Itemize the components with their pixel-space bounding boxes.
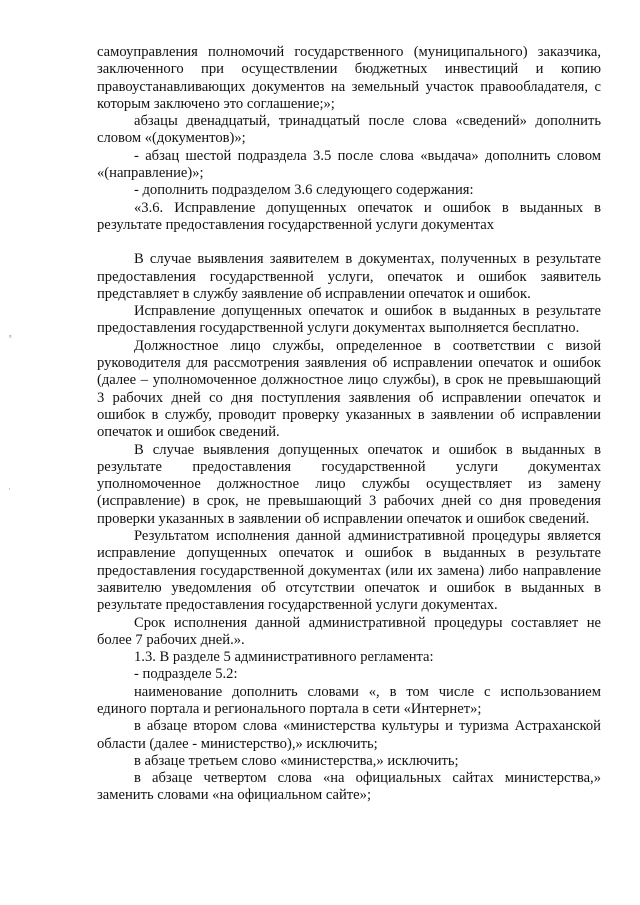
paragraph: Должностное лицо службы, определенное в соответствии с визой руководителя для рассмотрения заявления об исправлении опечаток и ошибок (далее – уполномоченное должностное лицо службы), в срок не превышающий 3 рабочих дней со дня поступления заявления об исправлении опечаток и ошибок в службу, проводит проверку указанных в заявлении об исправлении опечаток и ошибок сведений.: [97, 337, 601, 441]
paragraph: Исправление допущенных опечаток и ошибок в выданных в результате предоставления государственной услуги документах выполняется бесплатно.: [97, 303, 601, 337]
paragraph: «3.6. Исправление допущенных опечаток и ошибок в выданных в результате предоставления государственной услуги документах: [97, 199, 601, 233]
scan-artifact: ˚: [8, 336, 13, 346]
paragraph: В случае выявления заявителем в документах, полученных в результате предоставления государственной услуги, опечаток и ошибок заявитель представляет в службу заявление об исправлении опечаток и ошибок.: [97, 251, 601, 302]
paragraph: в абзаце четвертом слова «на официальных сайтах министерства,» заменить словами «на официальном сайте»;: [97, 770, 601, 804]
paragraph: 1.3. В разделе 5 административного регламента:: [134, 649, 434, 666]
paragraph: Результатом исполнения данной административной процедуры является исправление допущенных опечаток и ошибок в выданных в результате предоставления государственной документах (или их замена) либо направление заявителю уведомления об отсутствии опечаток и ошибок в выданных в результате предоставления государственной услуги документах.: [97, 528, 601, 614]
paragraph: в абзаце третьем слово «министерства,» исключить;: [134, 752, 459, 769]
paragraph: - абзац шестой подраздела 3.5 после слова «выдача» дополнить словом «(направление)»;: [97, 147, 601, 182]
document-text: [97, 44, 601, 805]
paragraph: - подразделе 5.2:: [134, 666, 238, 683]
paragraph: в абзаце втором слова «министерства культуры и туризма Астраханской области (далее - министерство),» исключить;: [97, 718, 601, 752]
scan-artifact: ·: [8, 485, 11, 495]
paragraph: наименование дополнить словами «, в том числе с использованием единого портала и регионального портала в сети «Интернет»;: [97, 683, 601, 717]
paragraph: самоуправления полномочий государственного (муниципального) заказчика, заключенного при осуществлении бюджетных инвестиций и копию правоустанавливающих документов на земельный участок правообладателя, с которым заключено это соглашение;»;: [97, 44, 601, 112]
paragraph: Срок исполнения данной административной процедуры составляет не более 7 рабочих дней.».: [97, 614, 601, 648]
paragraph-gap: [97, 234, 601, 251]
paragraph: В случае выявления допущенных опечаток и ошибок в выданных в результате предоставления государственной услуги документах уполномоченное должностное лицо службы осуществляет из замену (исправление) в срок, не превышающий 3 рабочих дней со дня проведения проверки указанных в заявлении об исправлении опечаток и ошибок сведений.: [97, 441, 601, 527]
paragraph: - дополнить подразделом 3.6 следующего содержания:: [134, 182, 474, 199]
paragraph: абзацы двенадцатый, тринадцатый после слова «сведений» дополнить словом «(документов)»;: [97, 113, 601, 147]
